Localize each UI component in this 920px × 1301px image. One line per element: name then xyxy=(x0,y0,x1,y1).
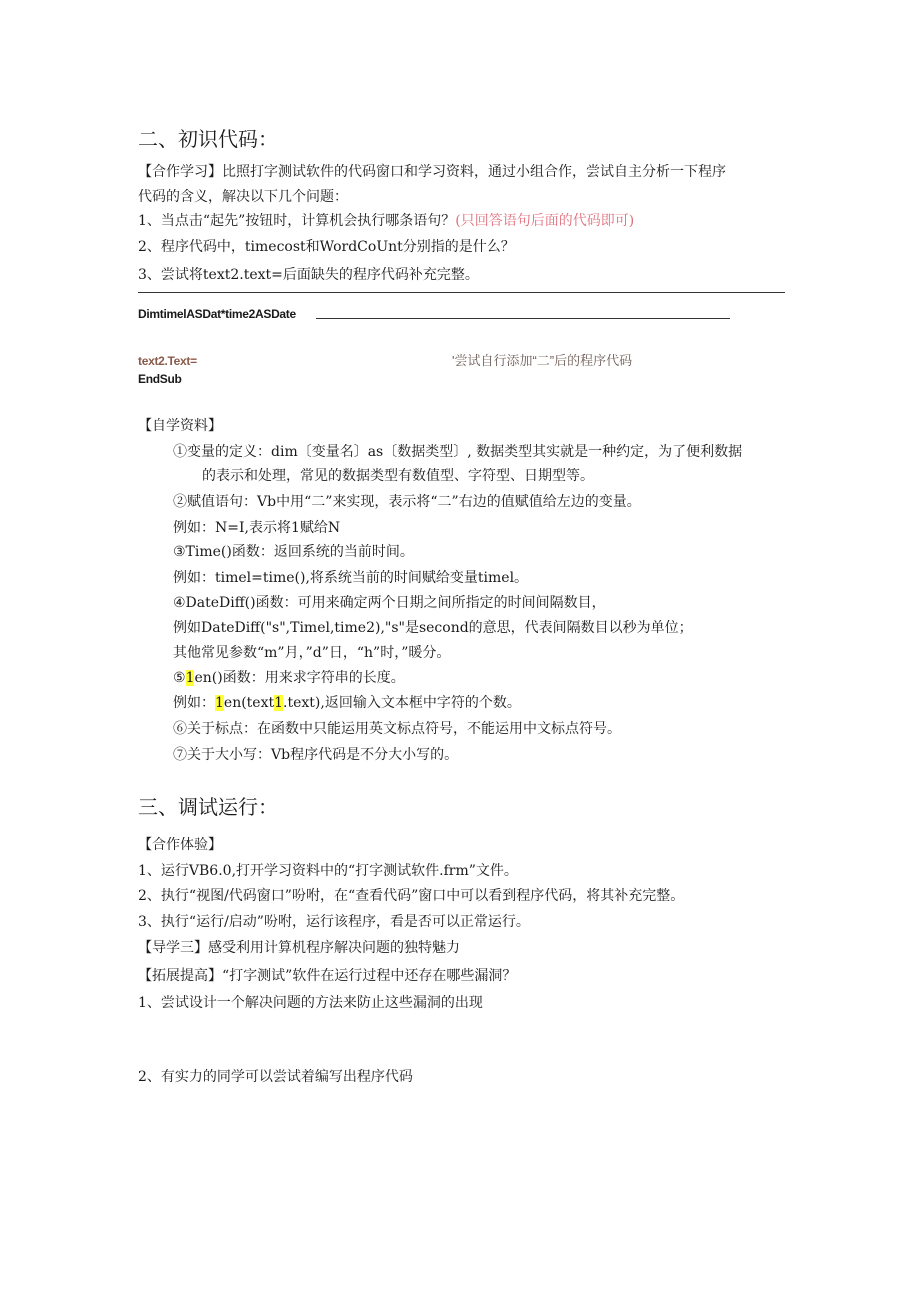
item5-example-mid: en(text xyxy=(223,695,275,711)
item5-example-highlight-1: 1 xyxy=(215,695,224,711)
item5-example-rest: .text),返回输入文本框中字符的个数。 xyxy=(283,695,521,711)
guide-3: 【导学三】感受利用计算机程序解决问题的独特魅力 xyxy=(138,940,460,956)
item3-example: 例如：timel=time(),将系统当前的时间赋给变量timel。 xyxy=(173,570,529,586)
item5-prefix: ⑤ xyxy=(173,670,186,686)
item6: ⑥关于标点：在函数中只能运用英文标点符号，不能运用中文标点符号。 xyxy=(173,721,621,737)
item4-example: 例如DateDiff("s",Timel,time2),"s"是second的意思，代表间隔数目以秒为单位； xyxy=(173,620,693,636)
item2: ②赋值语句：Vb中用“二”来实现，表示将“二”右边的值赋值给左边的变量。 xyxy=(173,494,641,510)
item5-example-highlight-2: 1 xyxy=(274,695,284,711)
item4-params: 其他常见参数“m”月，”d”日，“h”时，”暖分。 xyxy=(173,645,451,661)
extension-2: 2、有实力的同学可以尝试着编写出程序代码 xyxy=(138,1069,413,1085)
item5-rest: en()函数：用来求字符串的长度。 xyxy=(194,670,405,686)
extension-intro: 【拓展提高】“打字测试”软件在运行过程中还存在哪些漏洞？ xyxy=(138,968,517,984)
item5-example xyxy=(173,693,521,713)
item2-example: 例如：N=I,表示将1赋给N xyxy=(173,520,341,536)
question-1 xyxy=(138,211,634,231)
step-3: 3、执行“运行/启动”吩咐，运行该程序，看是否可以正常运行。 xyxy=(138,914,530,930)
code-endsub: EndSub xyxy=(138,372,182,386)
step-2: 2、执行“视图/代码窗口”吩咐，在“查看代码”窗口中可以看到程序代码，将其补充完整。 xyxy=(138,888,685,904)
item5 xyxy=(173,668,405,688)
code-dim-line: DimtimelASDat*time2ASDate xyxy=(138,307,296,321)
section2-title: 二、初识代码： xyxy=(138,127,278,151)
code-top-rule xyxy=(138,292,785,293)
coop-study-intro-line1: 【合作学习】比照打字测试软件的代码窗口和学习资料，通过小组合作，尝试自主分析一下程序 xyxy=(138,164,726,180)
self-study-title: 【自学资料】 xyxy=(138,418,222,434)
question-3: 3、尝试将text2.text=后面缺失的程序代码补充完整。 xyxy=(138,267,479,283)
item5-highlight: 1 xyxy=(185,670,195,686)
code-text2-line: text2.Text= xyxy=(138,354,197,368)
code-comment: '尝试自行添加“二”后的程序代码 xyxy=(452,353,633,368)
code-dim-underline xyxy=(316,318,730,319)
section3-title: 三、调试运行： xyxy=(138,795,278,819)
coop-experience-title: 【合作体验】 xyxy=(138,837,222,853)
item5-example-prefix: 例如： xyxy=(173,695,215,711)
item3: ③Time()函数：返回系统的当前时间。 xyxy=(173,544,414,560)
item1-line2: 的表示和处理，常见的数据类型有数值型、字符型、日期型等。 xyxy=(202,468,594,484)
item1-line1: ①变量的定义：dim〔变量名〕as〔数据类型〕, 数据类型其实就是一种约定，为了便利数据 xyxy=(173,444,743,460)
question-1-text: 1、当点击“起先”按钮时，计算机会执行哪条语句？ xyxy=(138,213,456,229)
item7: ⑦关于大小写：Vb程序代码是不分大小写的。 xyxy=(173,747,459,763)
question-2: 2、程序代码中，timecost和WordCoUnt分别指的是什么？ xyxy=(138,239,515,255)
coop-study-intro-line2: 代码的含义，解决以下几个问题： xyxy=(138,189,348,205)
extension-1: 1、尝试设计一个解决问题的方法来防止这些漏洞的出现 xyxy=(138,995,483,1011)
step-1: 1、运行VB6.0,打开学习资料中的“打字测试软件.frm”文件。 xyxy=(138,863,518,879)
item4: ④DateDiff()函数：可用来确定两个日期之间所指定的时间间隔数目， xyxy=(173,595,606,611)
question-1-hint: (只回答语句后面的代码即可) xyxy=(455,213,635,229)
